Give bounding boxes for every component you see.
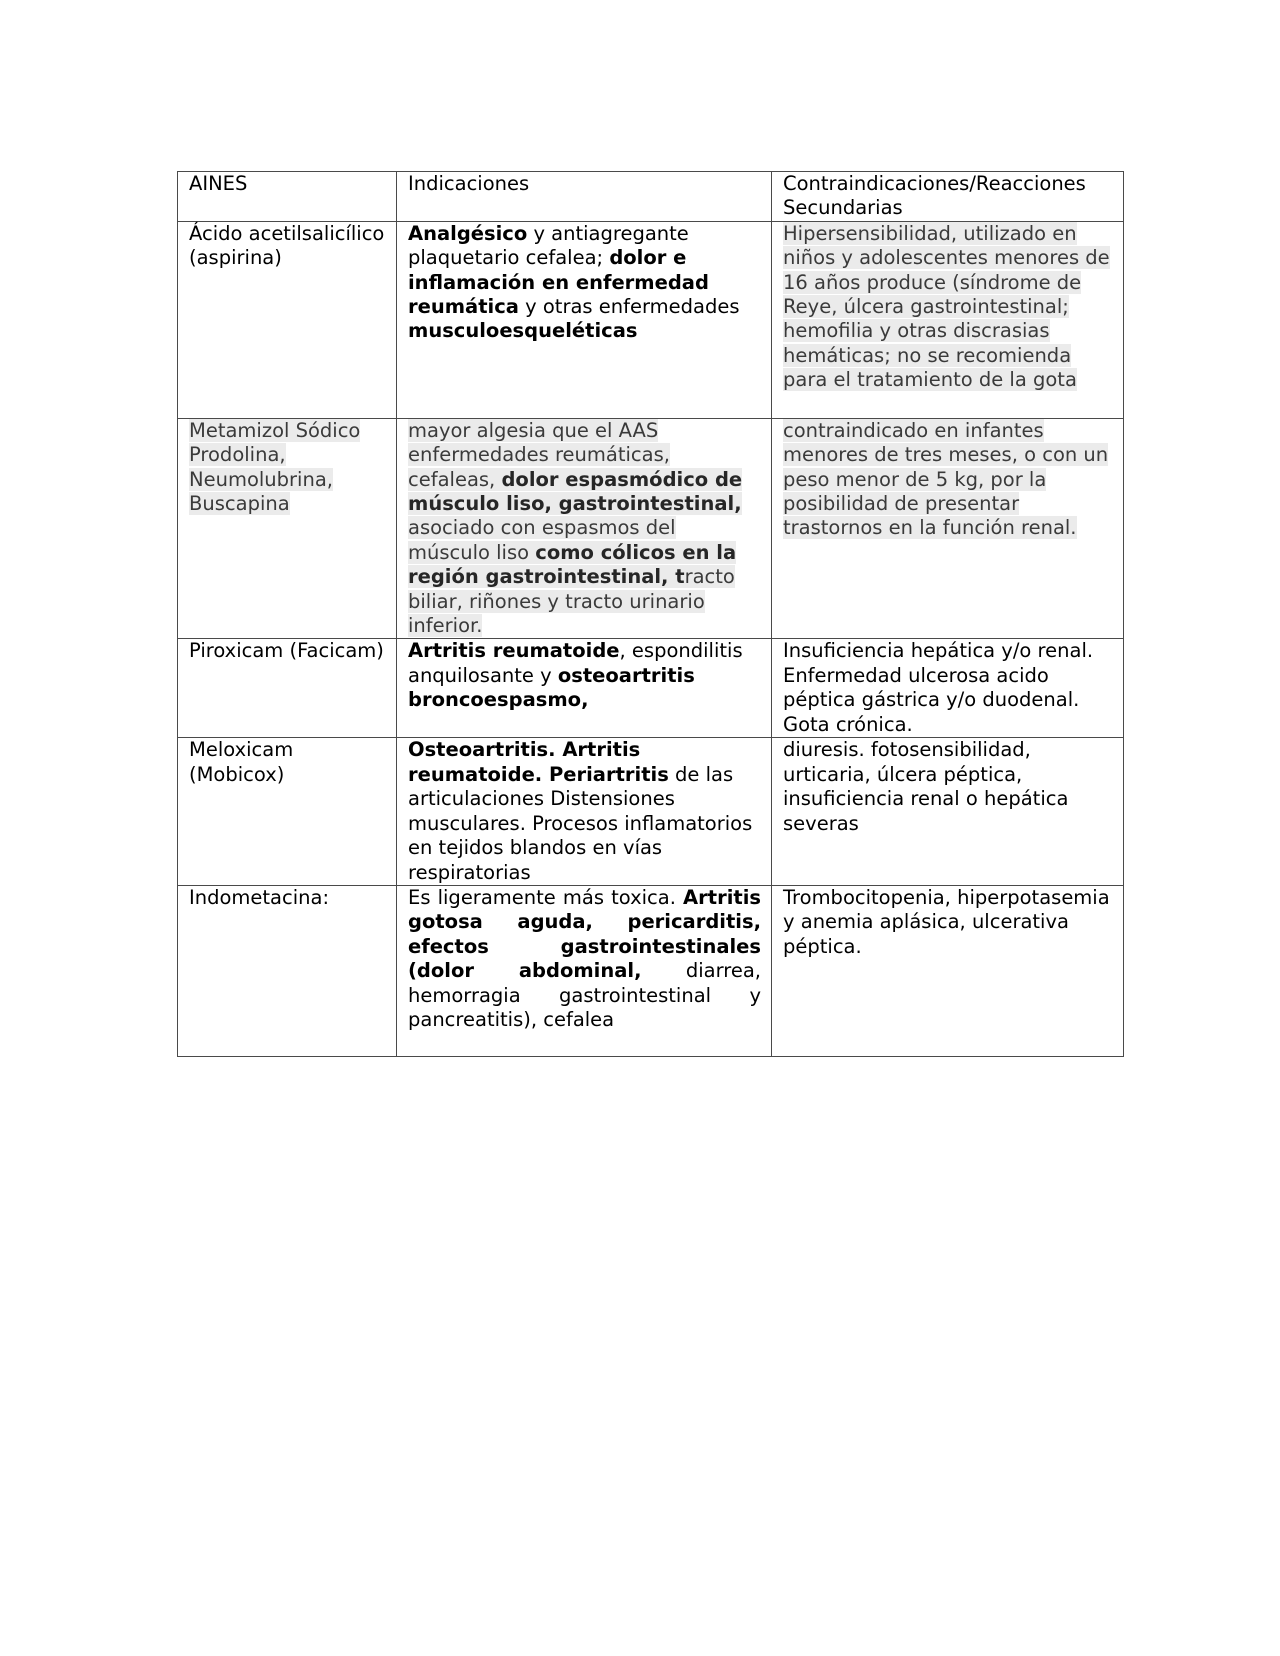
drug-cell: Ácido acetilsalicílico (aspirina) — [178, 221, 397, 418]
table-row — [178, 639, 1124, 738]
drug-cell: Meloxicam (Mobicox) — [178, 738, 397, 885]
contraindications-cell: Insuficiencia hepática y/o renal. Enfermedad ulcerosa acido péptica gástrica y/o duodenal. Gota crónica. — [772, 639, 1124, 738]
indications-cell: mayor algesia que el AAS enfermedades reumáticas, cefaleas, dolor espasmódico de músculo liso, gastrointestinal, asociado con espasmos del músculo liso como cólicos en la región gastrointestinal, tracto biliar, riñones y tracto urinario inferior. — [397, 418, 772, 639]
contraindications-cell: diuresis. fotosensibilidad, urticaria, úlcera péptica, insuficiencia renal o hepática severas — [772, 738, 1124, 885]
table-row — [178, 418, 1124, 639]
table-header-row — [178, 172, 1124, 222]
drug-cell: Piroxicam (Facicam) — [178, 639, 397, 738]
aines-table — [177, 171, 1124, 1057]
header-aines: AINES — [178, 172, 397, 222]
header-contraindicaciones: Contraindicaciones/Reacciones Secundarias — [772, 172, 1124, 222]
table-row — [178, 738, 1124, 885]
drug-cell: Indometacina: — [178, 885, 397, 1056]
contraindications-cell: Hipersensibilidad, utilizado en niños y adolescentes menores de 16 años produce (síndrome de Reye, úlcera gastrointestinal; hemofilia y otras discrasias hemáticas; no se recomienda para el tratamiento de la gota — [772, 221, 1124, 418]
indications-cell: Osteoartritis. Artritis reumatoide. Periartritis de las articulaciones Distensiones musculares. Procesos inflamatorios en tejidos blandos en vías respiratorias — [397, 738, 772, 885]
indications-cell: Artritis reumatoide, espondilitis anquilosante y osteoartritis broncoespasmo, — [397, 639, 772, 738]
table-row — [178, 221, 1124, 418]
header-indicaciones: Indicaciones — [397, 172, 772, 222]
indications-cell: Es ligeramente más toxica. Artritis gotosa aguda, pericarditis, efectos gastrointestinales (dolor abdominal, diarrea, hemorragia gastrointestinal y pancreatitis), cefalea — [397, 885, 772, 1056]
drug-cell: Metamizol Sódico Prodolina, Neumolubrina, Buscapina — [178, 418, 397, 639]
table-row — [178, 885, 1124, 1056]
indications-cell: Analgésico y antiagregante plaquetario cefalea; dolor e inflamación en enfermedad reumática y otras enfermedades musculoesqueléticas — [397, 221, 772, 418]
contraindications-cell: Trombocitopenia, hiperpotasemia y anemia aplásica, ulcerativa péptica. — [772, 885, 1124, 1056]
contraindications-cell: contraindicado en infantes menores de tres meses, o con un peso menor de 5 kg, por la posibilidad de presentar trastornos en la función renal. — [772, 418, 1124, 639]
